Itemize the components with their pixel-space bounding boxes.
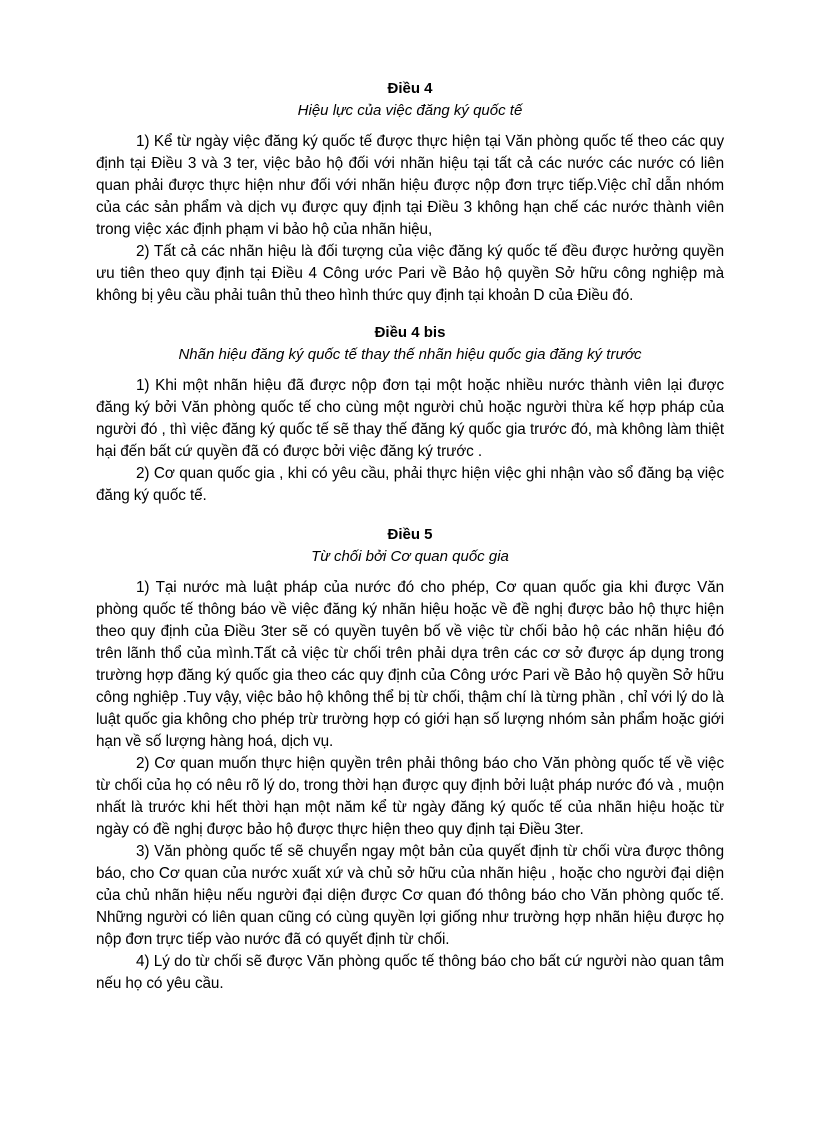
article-heading: Điều 4 <box>387 80 433 97</box>
article-heading: Điều 5 <box>387 526 433 543</box>
article-paragraph: 2) Tất cả các nhãn hiệu là đối tượng của việc đăng ký quốc tế đều được hưởng quyền ưu tiên theo quy định tại Điều 4 Công ước Pari về Bảo hộ quyền Sở hữu công nghiệp mà không bị yêu cầu phải tuân thủ theo hình thức quy định tại khoản D của Điều đó. <box>96 243 724 304</box>
section-spacer <box>96 507 724 524</box>
article-4-bis <box>96 322 724 507</box>
article-subtitle: Nhãn hiệu đăng ký quốc tế thay thế nhãn hiệu quốc gia đăng ký trước <box>178 346 642 363</box>
article-heading: Điều 4 bis <box>374 324 446 341</box>
article-paragraph: 1) Kể từ ngày việc đăng ký quốc tế được thực hiện tại Văn phòng quốc tế theo các quy định tại Điều 3 và 3 ter, việc bảo hộ đối với nhãn hiệu tại tất cả các nước các nước có liên quan phải được thực hiện như đối với nhãn hiệu được nộp đơn trực tiếp.Việc chỉ dẫn nhóm của các sản phẩm và dịch vụ được quy định tại Điều 3 không hạn chế các nước thành viên trong việc xác định phạm vi bảo hộ của nhãn hiệu, <box>96 133 724 238</box>
article-subtitle: Từ chối bởi Cơ quan quốc gia <box>311 548 509 565</box>
section-spacer <box>96 307 724 322</box>
article-paragraph: 3) Văn phòng quốc tế sẽ chuyển ngay một bản của quyết định từ chối vừa được thông báo, cho Cơ quan của nước xuất xứ và chủ sở hữu của nhãn hiệu , hoặc cho người đại diện của chủ nhãn hiệu nếu người đại diện được Cơ quan đó thông báo cho Văn phòng quốc tế. Những người có liên quan cũng có cùng quyền lợi giống như trường hợp nhãn hiệu được họ nộp đơn trực tiếp vào nước đã có quyết định từ chối. <box>96 843 724 948</box>
article-5 <box>96 524 724 995</box>
article-subtitle: Hiệu lực của việc đăng ký quốc tế <box>297 102 523 119</box>
article-paragraph: 4) Lý do từ chối sẽ được Văn phòng quốc tế thông báo cho bất cứ người nào quan tâm nếu họ có yêu cầu. <box>96 953 724 992</box>
article-4 <box>96 78 724 307</box>
document-page <box>96 78 724 995</box>
article-paragraph: 1) Tại nước mà luật pháp của nước đó cho phép, Cơ quan quốc gia khi được Văn phòng quốc tế thông báo về việc đăng ký nhãn hiệu hoặc về đề nghị được bảo hộ thực hiện theo quy định của Điều 3ter sẽ có quyền tuyên bố về việc từ chối bảo hộ các nhãn hiệu đó trên lãnh thổ của mình.Tất cả việc từ chối trên phải dựa trên các cơ sở được áp dụng trong trường hợp đăng ký quốc gia theo các quy định của Công ước Pari về Bảo hộ quyền Sở hữu công nghiệp .Tuy vậy, việc bảo hộ không thể bị từ chối, thậm chí là từng phần , chỉ với lý do là luật quốc gia không cho phép trừ trường hợp có giới hạn số lượng nhóm sản phẩm hoặc giới hạn về số lượng hàng hoá, dịch vụ. <box>96 579 724 750</box>
article-paragraph: 2) Cơ quan muốn thực hiện quyền trên phải thông báo cho Văn phòng quốc tế về việc từ chối của họ có nêu rõ lý do, trong thời hạn được quy định bởi luật pháp nước đó và , muộn nhất là trước khi hết thời hạn một năm kể từ ngày đăng ký quốc tế của nhãn hiệu hoặc từ ngày có đề nghị được bảo hộ được thực hiện theo quy định tại Điều 3ter. <box>96 755 724 838</box>
article-paragraph: 2) Cơ quan quốc gia , khi có yêu cầu, phải thực hiện việc ghi nhận vào sổ đăng bạ việc đăng ký quốc tế. <box>96 465 724 504</box>
article-paragraph: 1) Khi một nhãn hiệu đã được nộp đơn tại một hoặc nhiều nước thành viên lại được đăng ký bởi Văn phòng quốc tế cho cùng một người chủ hoặc người thừa kế hợp pháp của người đó , thì việc đăng ký quốc tế sẽ thay thế đăng ký quốc gia trước đó, mà không làm thiệt hại đến bất cứ quyền đã có được bởi việc đăng ký trước . <box>96 377 724 460</box>
